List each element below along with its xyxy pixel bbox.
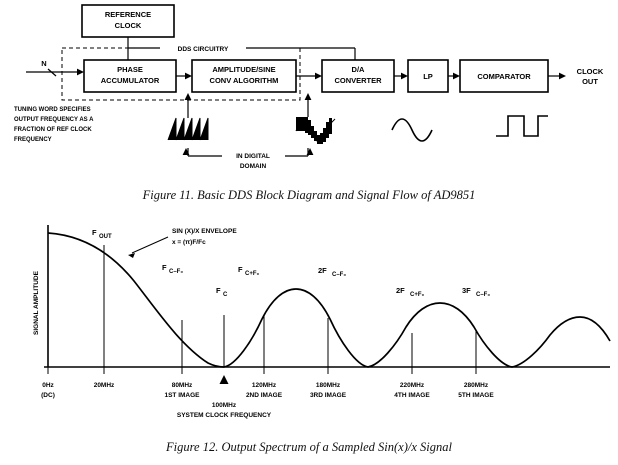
sawtooth-waveform [168,118,208,140]
sineconv-to-dac-arrow [315,73,322,80]
y-axis-label: SIGNAL AMPLITUDE [33,271,40,335]
input-arrow [77,69,84,76]
tick-image-220mhz: 4TH IMAGE [394,392,430,399]
peak-label-3fc-minus-fo-sub: C–F₀ [476,292,491,298]
tuning-note-line-3: FRACTION OF REF CLOCK [14,127,92,133]
figure-11-caption: Figure 11. Basic DDS Block Diagram and Signal Flow of AD9851 [142,188,476,202]
sawtooth-pointer-arrow [185,93,192,100]
tick-label-120mhz: 120MHz [251,382,277,389]
tick-image-80mhz: 1ST IMAGE [164,392,200,399]
reference-clock-label-2: CLOCK [114,21,142,30]
envelope-label-line-1: SIN (X)/X ENVELOPE [172,228,237,235]
envelope-leader-line [132,237,168,253]
peak-label-fout-main: F [92,228,97,237]
first-image-lobe-curve [224,289,368,367]
dac-to-lp-arrow [401,73,408,80]
analog-sine-waveform [392,119,432,141]
lp-filter-label: LP [423,72,433,81]
reference-clock-label-1: REFERENCE [104,10,152,19]
peak-label-fout [92,228,112,240]
tick-note-0hz: (DC) [41,392,55,399]
system-clock-marker-arrow [220,375,229,384]
peak-label-fc-minus-fo-main: F [162,263,167,272]
dac-label-2: CONVERTER [334,76,382,85]
main-lobe-curve [48,233,224,367]
peak-label-2fc-plus-fo [396,286,425,298]
peak-label-3fc-minus-fo [462,286,490,298]
tuning-note-line-4: FREQUENCY [14,137,52,143]
square-wave-waveform [496,116,548,136]
tick-label-20mhz: 20MHz [93,382,115,389]
peak-label-3fc-minus-fo-main: 3F [462,286,471,295]
peak-label-2fc-plus-fo-sub: C+F₀ [410,292,425,298]
tick-label-220mhz: 220MHz [399,382,425,389]
clock-out-label-1: CLOCK [576,67,604,76]
tick-label-180mhz: 180MHz [315,382,341,389]
peak-label-fout-sub: OUT [99,234,112,240]
tuning-note-line-2: OUTPUT FREQUENCY AS A [14,117,94,123]
envelope-leader-arrow [128,253,135,258]
peak-label-fc-plus-fo-main: F [238,265,243,274]
in-digital-domain-label-2: DOMAIN [239,163,267,170]
digital-sine-waveform [296,117,335,144]
phase-accumulator-label-2: ACCUMULATOR [100,76,160,85]
peak-label-fc-main: F [216,286,221,295]
lp-to-comparator-arrow [453,73,460,80]
amplitude-sine-conv-label-2: CONV ALGORITHM [209,76,279,85]
dds-circuitry-label: DDS CIRCUITRY [177,46,229,53]
peak-label-2fc-plus-fo-main: 2F [396,286,405,295]
digital-sine-pointer-arrow [305,93,312,100]
peak-label-fc-sub: C [223,292,228,298]
tick-label-280mhz: 280MHz [463,382,489,389]
tick-note-100mhz: SYSTEM CLOCK FREQUENCY [176,412,272,419]
peak-label-fc-minus-fo-sub: C–F₀ [169,269,184,275]
peak-label-fc [216,286,228,298]
figure-12-caption: Figure 12. Output Spectrum of a Sampled Sin(x)/x Signal [166,440,452,454]
tick-image-120mhz: 2ND IMAGE [245,392,283,399]
peak-label-2fc-minus-fo-main: 2F [318,266,327,275]
output-arrow [559,73,566,80]
peak-label-fc-plus-fo-sub: C+F₀ [245,271,260,277]
peak-label-fc-plus-fo [238,265,260,277]
figure-12-spectrum-plot [0,215,618,465]
tuning-note-line-1: TUNING WORD SPECIFIES [14,107,91,113]
figure-11-block-diagram [0,0,618,200]
tick-image-180mhz: 3RD IMAGE [309,392,347,399]
peak-label-2fc-minus-fo [318,266,346,278]
in-digital-domain-label-1: IN DIGITAL [236,153,270,160]
tick-image-280mhz: 5TH IMAGE [458,392,494,399]
peak-label-fc-minus-fo [162,263,183,275]
clock-out-label-2: OUT [582,77,598,86]
input-n-label: N [41,59,47,68]
envelope-label-line-2: x = (π)F/Fᴄ [172,239,206,246]
third-image-lobe-curve [512,317,610,367]
phase-accumulator-label-1: PHASE [117,65,143,74]
tick-label-100mhz: 100MHz [211,402,237,409]
phaseacc-to-sineconv-arrow [185,73,192,80]
tick-label-80mhz: 80MHz [171,382,193,389]
peak-label-2fc-minus-fo-sub: C–F₀ [332,272,347,278]
amplitude-sine-conv-label-1: AMPLITUDE/SINE [212,65,276,74]
dac-label-1: D/A [351,65,365,74]
second-image-lobe-curve [368,303,512,367]
tick-label-0hz: 0Hz [42,382,54,389]
comparator-label: COMPARATOR [477,72,531,81]
